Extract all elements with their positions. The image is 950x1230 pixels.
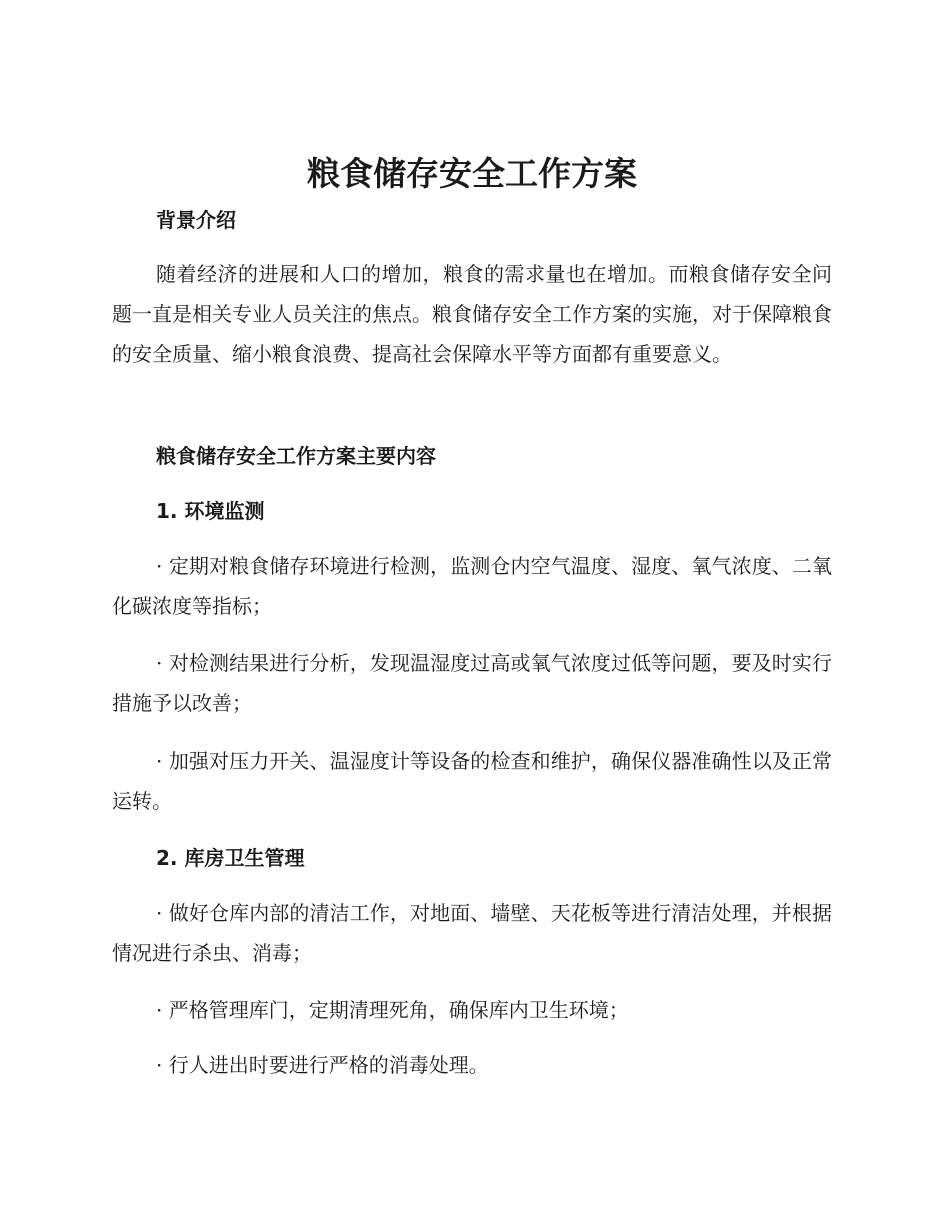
document-title: 粮食储存安全工作方案 — [307, 154, 637, 193]
environment-bullet-3: · 加强对压力开关、温湿度计等设备的检查和维护，确保仪器准确性以及正常运转。 — [112, 749, 832, 813]
environment-bullet-1: · 定期对粮食储存环境进行检测，监测仓内空气温度、湿度、氧气浓度、二氧化碳浓度等指标； — [112, 554, 832, 618]
hygiene-bullet-1: · 做好仓库内部的清洁工作，对地面、墙壁、天花板等进行清洁处理，并根据情况进行杀虫、消毒； — [112, 901, 832, 965]
document-page — [112, 0, 832, 1230]
section-heading-main-content: 粮食储存安全工作方案主要内容 — [156, 444, 436, 468]
hygiene-bullet-2: · 严格管理库门，定期清理死角，确保库内卫生环境； — [156, 998, 629, 1022]
section-heading-environment-monitoring: 1. 环境监测 — [156, 499, 265, 523]
background-paragraph: 随着经济的进展和人口的增加，粮食的需求量也在增加。而粮食储存安全问题一直是相关专业人员关注的焦点。粮食储存安全工作方案的实施，对于保障粮食的安全质量、缩小粮食浪费、提高社会保障水平等方面都有重要意义。 — [112, 262, 832, 366]
hygiene-bullet-3: · 行人进出时要进行严格的消毒处理。 — [156, 1053, 489, 1077]
section-heading-background: 背景介绍 — [156, 208, 236, 232]
environment-bullet-2: · 对检测结果进行分析，发现温湿度过高或氧气浓度过低等问题，要及时实行措施予以改善； — [112, 651, 832, 715]
section-heading-warehouse-hygiene: 2. 库房卫生管理 — [156, 846, 305, 870]
